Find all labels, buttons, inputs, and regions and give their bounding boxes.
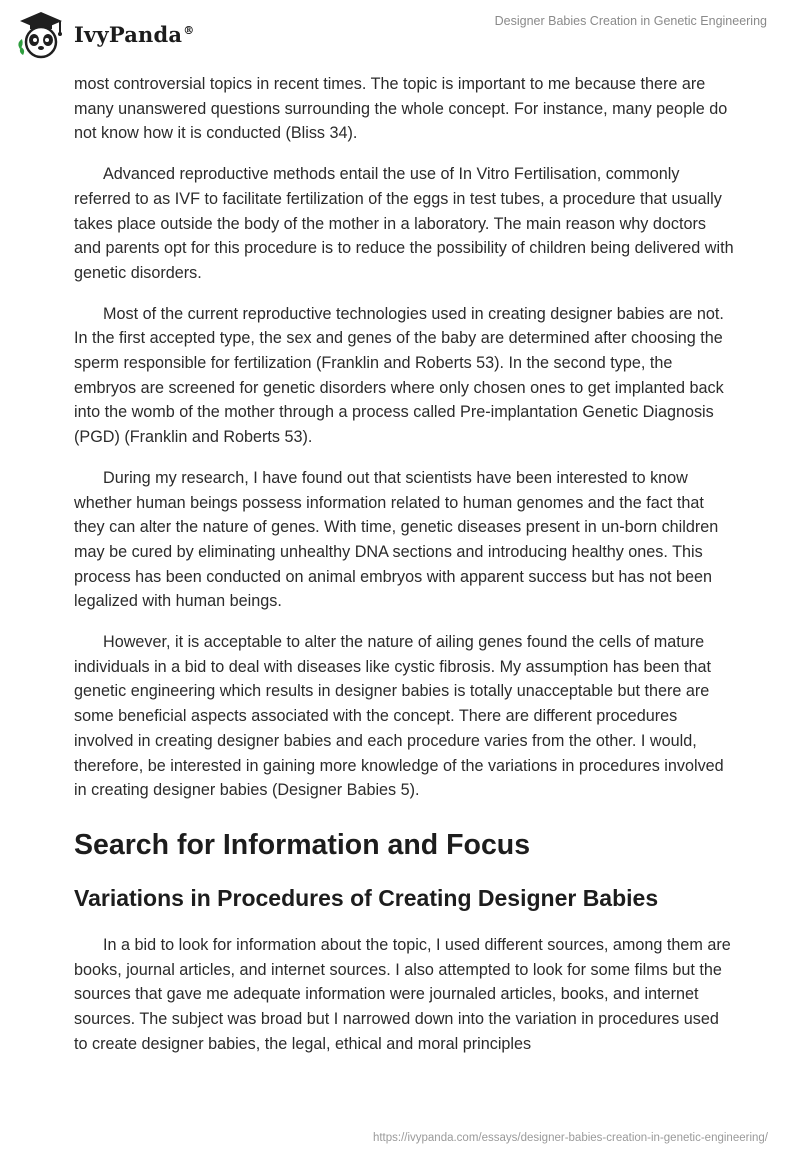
panda-graduate-icon — [14, 9, 66, 59]
brand-name: IvyPanda® — [74, 21, 195, 47]
paragraph: Most of the current reproductive technologies used in creating designer babies are not. In the first accepted type, the sex and genes of the baby are determined after choosing the sperm responsible for fertilization (Franklin and Roberts 53). In the second type, the embryos are screened for genetic disorders where only chosen ones to get implanted back into the womb of the mother through a process called Pre-implantation Genetic Diagnosis (PGD) (Franklin and Roberts 53). — [74, 304, 724, 447]
document-title: Designer Babies Creation in Genetic Engineering — [494, 14, 767, 28]
section-heading: Search for Information and Focus — [74, 828, 531, 861]
page-header — [0, 0, 800, 72]
ivypanda-logo[interactable] — [14, 8, 194, 60]
paragraph: However, it is acceptable to alter the nature of ailing genes found the cells of mature individuals in a bid to deal with diseases like cystic fibrosis. My assumption has been that genetic engineering which results in designer babies is totally unacceptable but there are some beneficial aspects associated with the concept. There are different procedures involved in creating designer babies and each procedure varies from the other. I would, therefore, be interested in gaining more knowledge of the variations in procedures involved in creating designer babies (Designer Babies 5). — [74, 633, 724, 800]
paragraph: most controversial topics in recent times. The topic is important to me because there are many unanswered questions surrounding the whole concept. For instance, many people do not know how it is conducted (Bliss 34). — [74, 75, 728, 143]
paragraph: During my research, I have found out that scientists have been interested to know whether human beings possess information related to human genomes and the fact that they can alter the nature of genes. With time, genetic diseases present in un-born children may be cured by eliminating unhealthy DNA sections and introducing healthy ones. This process has been conducted on animal embryos with apparent success but has not been legalized with human beings. — [74, 468, 719, 611]
source-url-link[interactable]: https://ivypanda.com/essays/designer-babies-creation-in-genetic-engineering/ — [372, 1132, 768, 1144]
paragraph: Advanced reproductive methods entail the use of In Vitro Fertilisation, commonly referred to as IVF to facilitate fertilization of the eggs in test tubes, a procedure that usually takes place outside the body of the mother in a laboratory. The main reason why doctors and parents opt for this procedure is to reduce the possibility of children being delivered with genetic disorders. — [74, 165, 734, 282]
paragraph: In a bid to look for information about the topic, I used different sources, among them are books, journal articles, and internet sources. I also attempted to look for some films but the sources that gave me adequate information were journaled articles, books, and internet sources. The subject was broad but I narrowed down into the variation in procedures used to create designer babies, the legal, ethical and moral principles — [74, 935, 731, 1053]
essay-body — [74, 72, 734, 1073]
subsection-heading: Variations in Procedures of Creating Designer Babies — [74, 884, 659, 911]
